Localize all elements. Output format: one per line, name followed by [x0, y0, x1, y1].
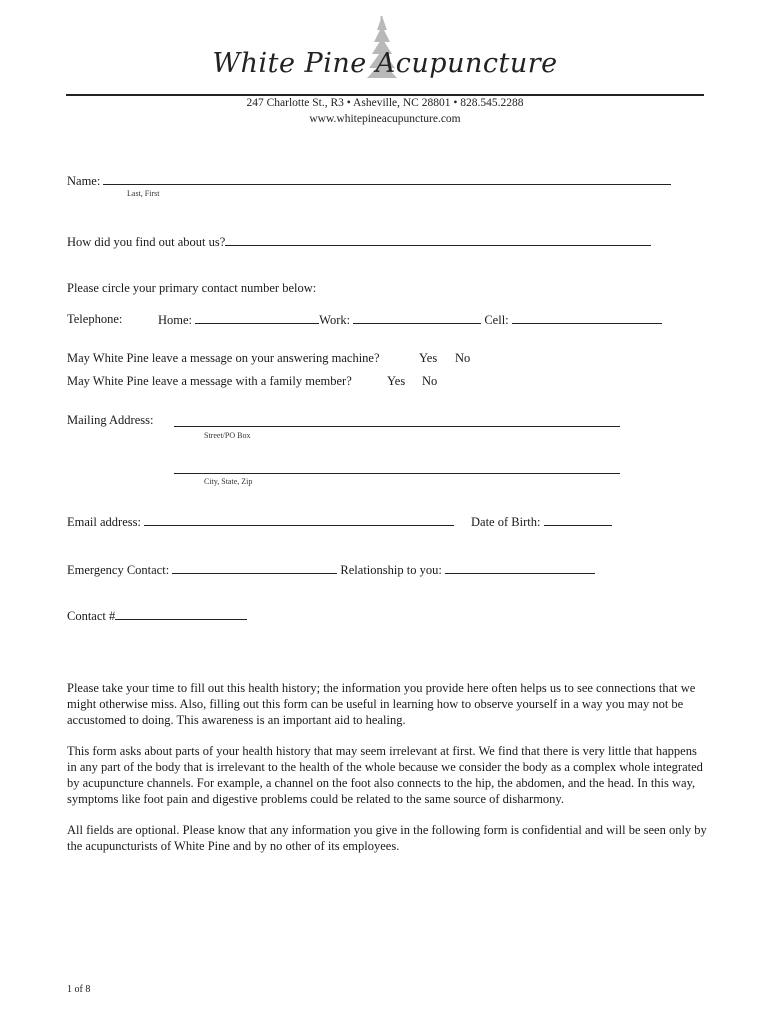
mailing-label: Mailing Address: [67, 413, 154, 427]
contact-number-label: Contact # [67, 609, 116, 623]
family-yes-option[interactable]: Yes [387, 374, 406, 388]
machine-question: May White Pine leave a message on your answering machine? [67, 351, 380, 365]
phone-row [158, 312, 662, 328]
relationship-label: Relationship to you: [340, 563, 442, 577]
email-label: Email address: [67, 515, 141, 529]
intro-text [67, 680, 707, 869]
clinic-address: 247 Charlotte St., R3 • Asheville, NC 28801 • 828.545.2288 [246, 97, 524, 109]
paragraph-3: All fields are optional. Please know that any information you give in the following form is confidential and will be seen only by the acupuncturists of White Pine and by no other of its employees. [67, 823, 707, 853]
street-field-wrap [174, 414, 620, 432]
emergency-row [67, 562, 595, 578]
emergency-field[interactable] [172, 562, 337, 574]
page-number: 1 of 8 [67, 984, 91, 995]
contact-number-field[interactable] [115, 608, 247, 620]
dob-label: Date of Birth: [471, 515, 541, 529]
email-field[interactable] [144, 514, 454, 526]
street-field[interactable] [174, 415, 620, 427]
contact-number-row [67, 608, 247, 624]
cell-label: Cell: [484, 313, 509, 327]
machine-yes-option[interactable]: Yes [419, 351, 438, 365]
clinic-website: www.whitepineacupuncture.com [309, 113, 461, 125]
name-sublabel: Last, First [127, 189, 160, 198]
name-label: Name: [67, 174, 101, 188]
circle-instruction: Please circle your primary contact number below: [67, 281, 317, 295]
city-sublabel: City, State, Zip [204, 477, 253, 486]
emergency-label: Emergency Contact: [67, 563, 170, 577]
family-no-option[interactable]: No [422, 374, 438, 388]
dob-row [471, 514, 612, 530]
work-label: Work: [319, 313, 351, 327]
home-label: Home: [158, 313, 193, 327]
street-sublabel: Street/PO Box [204, 431, 251, 440]
dob-field[interactable] [544, 514, 612, 526]
family-question: May White Pine leave a message with a family member? [67, 374, 352, 388]
email-row [67, 514, 454, 530]
home-phone-field[interactable] [195, 312, 319, 324]
paragraph-1: Please take your time to fill out this health history; the information you provide here often helps us to see connections that we might otherwise miss. Also, filling out this form can be useful in learning how to observe yourself in a way you may not be accustomed to doing. This awareness is an important aid to healing. [67, 681, 696, 727]
found-field[interactable] [225, 234, 651, 246]
name-row [67, 173, 671, 189]
city-state-zip-field[interactable] [174, 462, 620, 474]
header-rule [66, 94, 704, 96]
found-label: How did you find out about us? [67, 235, 226, 249]
name-field[interactable] [103, 173, 671, 185]
relationship-field[interactable] [445, 562, 595, 574]
brand-name: White Pine Acupuncture [212, 48, 558, 79]
work-phone-field[interactable] [353, 312, 481, 324]
paragraph-2: This form asks about parts of your health history that may seem irrelevant at first. We find that there is very little that happens in any part of the body that is irrelevant to the health of the whole because we consider the body as a complex whole integrated by acupuncture channels. For example, a channel on the foot also connects to the hip, the abdomen, and the head. In this way, symptoms like foot pain and digestive problems could be related to the same source of disharmony. [67, 744, 703, 806]
found-row [67, 234, 651, 250]
telephone-label: Telephone: [67, 312, 123, 326]
machine-no-option[interactable]: No [455, 351, 471, 365]
cell-phone-field[interactable] [512, 312, 662, 324]
